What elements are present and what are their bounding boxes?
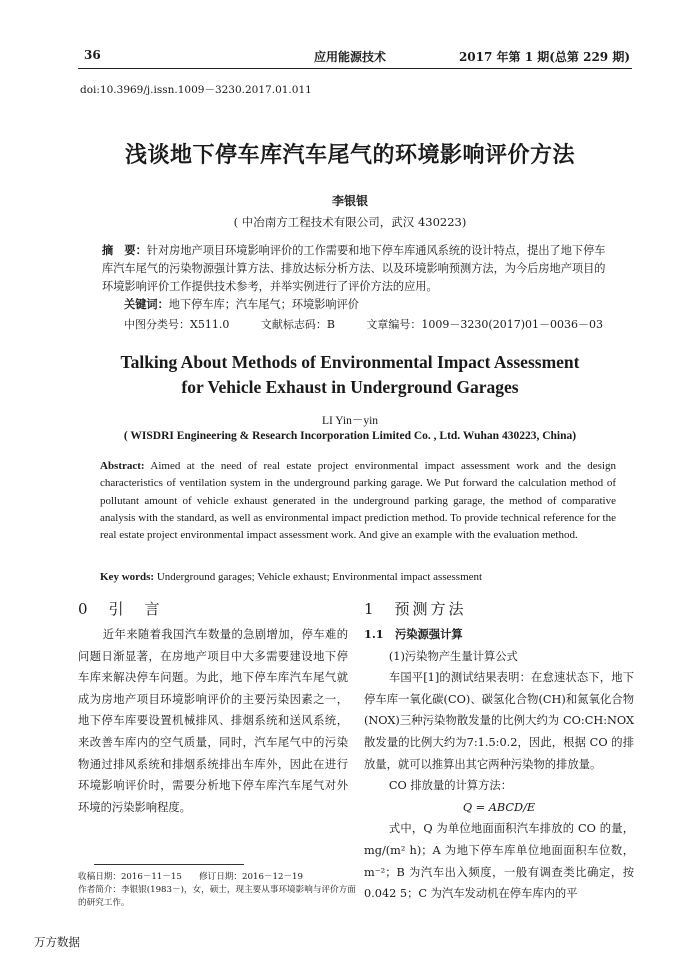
formula-q: Q = ABCD/E	[462, 800, 536, 814]
footnote-dates: 收稿日期：2016－11－15 修订日期：2016－12－19	[78, 872, 303, 882]
paragraph-variables: 式中，Q 为单位地面面积汽车排放的 CO 的量，mg/(m² h)；A 为地下停车库单位地面面积车位数，m⁻²；B 为汽车出入频度，一般有调查类比确定，按 0.042 5；C 为汽车发动机在停车库内的平	[364, 822, 634, 901]
keywords-chinese-label: 关键词：	[124, 297, 169, 311]
abstract-chinese	[102, 241, 616, 296]
section-0-paragraph: 近年来随着我国汽车数量的急剧增加，停车难的问题日渐显著，在房地产项目中大多需要建设地下停车库来解决停车问题。为此，地下停车库汽车尾气就成为房地产项目环境影响评价的主要污染因素之一，地下停车库要设置机械排风、排烟系统和送风系统，来改善车库内的空气质量，同时，汽车尾气中的污染物通过排风系统和排烟系统排出车库外，因此在进行环境影响评价时，需要分析地下停车库汽车尾气对外环境的污染影响程度。	[78, 628, 348, 814]
document-code: 文献标志码：B	[260, 318, 335, 331]
journal-name: 应用能源技术	[313, 50, 386, 64]
doi: doi:10.3969/j.issn.1009－3230.2017.01.011	[80, 84, 312, 96]
paragraph-ratio: 车国平[1]的测试结果表明：在怠速状态下，地下停车库一氧化碳(CO)、碳氢化合物(CH)和氮氧化合物(NOX)三种污染物散发量的比例大约为 CO:CH:NOX散发量的比例大约为7:1.5:0.2，因此，根据 CO 的排放量，就可以推算出其它两种污染物的排放量。	[364, 671, 634, 771]
affiliation-english: ( WISDRI Engineering & Research Incorporation Limited Co. , Ltd. Wuhan 430223, China)	[123, 430, 577, 442]
affiliation-chinese: ( 中冶南方工程技术有限公司，武汉 430223)	[233, 215, 467, 229]
abstract-chinese-label: 摘 要：	[102, 243, 147, 257]
footnote-author-intro: 作者简介：李银银(1983－)，女，硕士，现主要从事环境影响与评价方面的研究工作。	[78, 885, 356, 908]
article-id: 文章编号：1009－3230(2017)01－0036－03	[366, 318, 603, 331]
keywords-english	[100, 571, 482, 583]
title-chinese: 浅谈地下停车库汽车尾气的环境影响评价方法	[124, 142, 575, 168]
footnote-rule	[94, 864, 244, 865]
footnote	[78, 864, 360, 910]
classification-line	[124, 316, 631, 332]
abstract-english-label: Abstract:	[100, 460, 145, 472]
keywords-english-text: Underground garages; Vehicle exhaust; Environmental impact assessment	[154, 571, 483, 583]
keywords-english-label: Key words:	[100, 571, 155, 583]
issue-info: 2017 年第 1 期(总第 229 期)	[458, 50, 630, 64]
section-1-heading: 1 预测方法	[364, 600, 467, 618]
page-number: 36	[84, 48, 101, 62]
clc-number: 中图分类号：X511.0	[124, 318, 230, 331]
watermark: 万方数据	[34, 935, 80, 949]
subsection-1-1-heading: 1.1 污染源强计算	[364, 627, 463, 641]
title-english	[0, 350, 700, 400]
title-english-line-1: Talking About Methods of Environmental Impact Assessment	[120, 352, 580, 372]
title-english-line-2: for Vehicle Exhaust in Underground Garages	[181, 377, 519, 397]
keywords-chinese-text: 地下停车库；汽车尾气；环境影响评价	[168, 298, 359, 311]
keywords-chinese	[124, 296, 359, 312]
abstract-english-text: Aimed at the need of real estate project environmental impact assessment work and the design characteristics of ventilation system in the underground parking garage. We Put forward the calculation method of pollutant amount of vehicle exhaust generated in the underground parking garage, the method of comparative analysis with the standard, as well as environmental impact prediction method. To provide technical reference for the real estate project environmental impact assessment work. And give an example with the evaluation method.	[100, 460, 616, 542]
header-rule	[78, 68, 632, 69]
paragraph-co-method: CO 排放量的计算方法：	[388, 779, 513, 793]
author-english: LI Yin－yin	[321, 415, 379, 427]
section-0-heading: 0 引 言	[78, 600, 163, 618]
abstract-chinese-text: 针对房地产项目环境影响评价的工作需要和地下停车库通风系统的设计特点，提出了地下停车库汽车尾气的污染物源强计算方法、排放达标分析方法、以及环境影响预测方法，为今后房地产项目的环境影响评价工作提供技术参考，并举实例进行了评价方法的应用。	[102, 244, 606, 293]
subsection-formula-heading: (1)污染物产生量计算公式	[388, 649, 518, 663]
author-chinese: 李银银	[331, 194, 368, 208]
abstract-english	[100, 458, 616, 544]
section-1-body	[364, 624, 634, 905]
